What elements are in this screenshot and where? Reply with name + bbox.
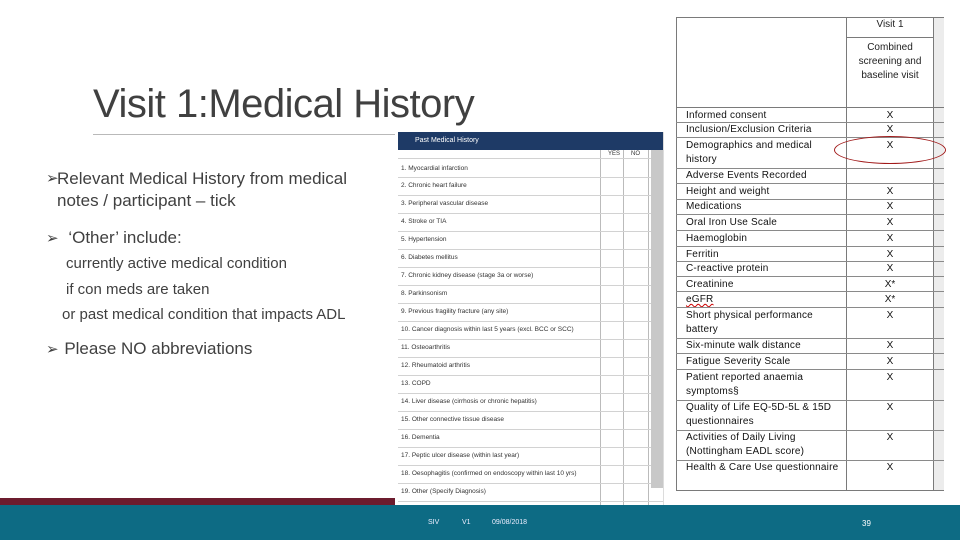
row-divider <box>398 177 663 178</box>
form-row: 17. Peptic ulcer disease (within last year) <box>401 452 520 459</box>
row-divider <box>676 353 944 354</box>
table-edge <box>934 18 944 490</box>
table-row-label: Demographics and medical history <box>686 140 812 165</box>
table-row-label: Haemoglobin <box>686 233 748 244</box>
row-divider <box>398 393 663 394</box>
table-row-label: C-reactive protein <box>686 263 769 274</box>
row-divider <box>398 501 663 502</box>
table-row-label: Ferritin <box>686 249 719 260</box>
table-row-mark: X <box>886 432 894 443</box>
form-row: 14. Liver disease (cirrhosis or chronic hepatitis) <box>401 398 537 405</box>
table-row-mark: X <box>886 263 894 274</box>
row-divider <box>398 339 663 340</box>
form-row: 2. Chronic heart failure <box>401 182 467 189</box>
sub-item: if con meds are taken <box>66 281 210 298</box>
sub-item: or past medical condition that impacts ADL <box>62 306 346 323</box>
footer-date: 09/08/2018 <box>492 519 528 526</box>
slide-title: Visit 1:Medical History <box>93 82 475 126</box>
form-row: 9. Previous fragility fracture (any site) <box>401 308 509 315</box>
table-row-label: Short physical performance battery <box>686 310 813 335</box>
row-divider <box>398 195 663 196</box>
table-row-mark: X <box>886 110 894 121</box>
table-row-label: Quality of Life EQ-5D-5L & 15D questionnaires <box>686 402 832 427</box>
table-row-label: Six-minute walk distance <box>686 340 801 351</box>
row-divider <box>676 291 944 292</box>
table-row-mark: X <box>886 217 894 228</box>
table-row-mark: X <box>886 140 894 151</box>
form-row: 11. Osteoarthritis <box>401 344 451 351</box>
header-divider <box>846 37 934 38</box>
bullet-medical-history <box>46 168 391 212</box>
row-divider <box>398 303 663 304</box>
row-divider <box>676 276 944 277</box>
table-row-mark: X <box>886 249 894 260</box>
highlight-circle <box>834 136 946 164</box>
form-row: 6. Diabetes mellitus <box>401 254 458 261</box>
visit-header: Visit 1 <box>876 19 904 30</box>
bullet-text: ‘Other’ include: <box>68 228 182 247</box>
row-divider <box>676 246 944 247</box>
footer-accent-bar <box>0 498 395 505</box>
row-divider <box>398 483 663 484</box>
row-divider <box>398 267 663 268</box>
row-divider <box>676 307 944 308</box>
table-row-mark: X <box>886 186 894 197</box>
table-row-mark: X* <box>884 294 896 305</box>
table-row-mark: X <box>886 340 894 351</box>
row-divider <box>676 183 944 184</box>
table-row-label: Activities of Daily Living (Nottingham EADL score) <box>686 432 805 457</box>
form-row: 3. Peripheral vascular disease <box>401 200 489 207</box>
form-row: 7. Chronic kidney disease (stage 3a or worse) <box>401 272 534 279</box>
table-row-label: eGFR <box>686 294 714 305</box>
arrow-bullet-icon: ➢ <box>46 341 59 358</box>
table-row-label: Oral Iron Use Scale <box>686 217 778 228</box>
table-row-label: Creatinine <box>686 279 734 290</box>
table-row-mark: X <box>886 356 894 367</box>
column-divider <box>623 150 624 518</box>
form-row: 10. Cancer diagnosis within last 5 years (excl. BCC or SCC) <box>401 326 574 333</box>
row-divider <box>676 214 944 215</box>
arrow-bullet-icon: ➢ <box>46 230 59 247</box>
table-row-label: Medications <box>686 201 742 212</box>
form-header: Past Medical History <box>398 132 663 150</box>
form-row: 16. Dementia <box>401 434 440 441</box>
row-divider <box>676 230 944 231</box>
row-divider <box>398 231 663 232</box>
row-divider <box>398 213 663 214</box>
form-row: 4. Stroke or TIA <box>401 218 447 225</box>
row-divider <box>398 447 663 448</box>
col-no-label: NO <box>631 151 640 157</box>
table-row-label: Informed consent <box>686 110 767 121</box>
table-row-mark: X <box>886 462 894 473</box>
table-row-mark: X <box>886 310 894 321</box>
column-title: Combined screening and baseline visit <box>858 42 922 81</box>
table-row-mark: X* <box>884 279 896 290</box>
form-row: 5. Hypertension <box>401 236 447 243</box>
table-row-label: Fatigue Severity Scale <box>686 356 791 367</box>
row-divider <box>398 158 663 159</box>
bullet-text: Please NO abbreviations <box>64 339 253 358</box>
row-divider <box>398 321 663 322</box>
table-row-label: Height and weight <box>686 186 770 197</box>
form-row: 19. Other (Specify Diagnosis) <box>401 488 486 495</box>
footer-bar <box>0 505 960 540</box>
form-row: 12. Rheumatoid arthritis <box>401 362 471 369</box>
form-row: 1. Myocardial infarction <box>401 165 468 172</box>
col-yes-label: YES <box>608 151 621 157</box>
table-row-mark: X <box>886 201 894 212</box>
table-row-label: Patient reported anaemia symptoms§ <box>686 372 804 397</box>
arrow-bullet-icon: ➢ <box>46 170 59 187</box>
past-medical-history-form <box>395 132 664 520</box>
row-divider <box>398 411 663 412</box>
row-divider <box>398 465 663 466</box>
bullet-no-abbreviations <box>46 338 252 361</box>
bullet-text: Relevant Medical History from medical notes / participant – tick <box>57 169 348 210</box>
form-row: 8. Parkinsonism <box>401 290 448 297</box>
form-shadow <box>651 150 663 488</box>
form-row: 18. Oesophagitis (confirmed on endoscopy within last 10 yrs) <box>401 470 577 477</box>
table-row-mark: X <box>886 233 894 244</box>
row-divider <box>398 375 663 376</box>
row-divider <box>398 357 663 358</box>
table-row-label: Inclusion/Exclusion Criteria <box>686 124 812 135</box>
row-divider <box>398 249 663 250</box>
column-divider <box>648 150 649 518</box>
table-row-mark: X <box>886 124 894 135</box>
row-divider <box>676 369 944 370</box>
form-row: 15. Other connective tissue disease <box>401 416 504 423</box>
sub-item: currently active medical condition <box>66 255 287 272</box>
footer-version: V1 <box>462 519 471 526</box>
row-divider <box>398 285 663 286</box>
row-divider <box>398 429 663 430</box>
page-number: 39 <box>862 519 871 528</box>
form-row: 13. COPD <box>401 380 431 387</box>
table-row-mark: X <box>886 372 894 383</box>
header-divider <box>676 107 944 108</box>
table-row-label: Health & Care Use questionnaire <box>686 462 839 473</box>
footer-sop: SIV <box>428 519 440 526</box>
table-row-mark: X <box>886 402 894 413</box>
bullet-other-include <box>46 227 182 250</box>
table-row-label: Adverse Events Recorded <box>686 170 807 181</box>
